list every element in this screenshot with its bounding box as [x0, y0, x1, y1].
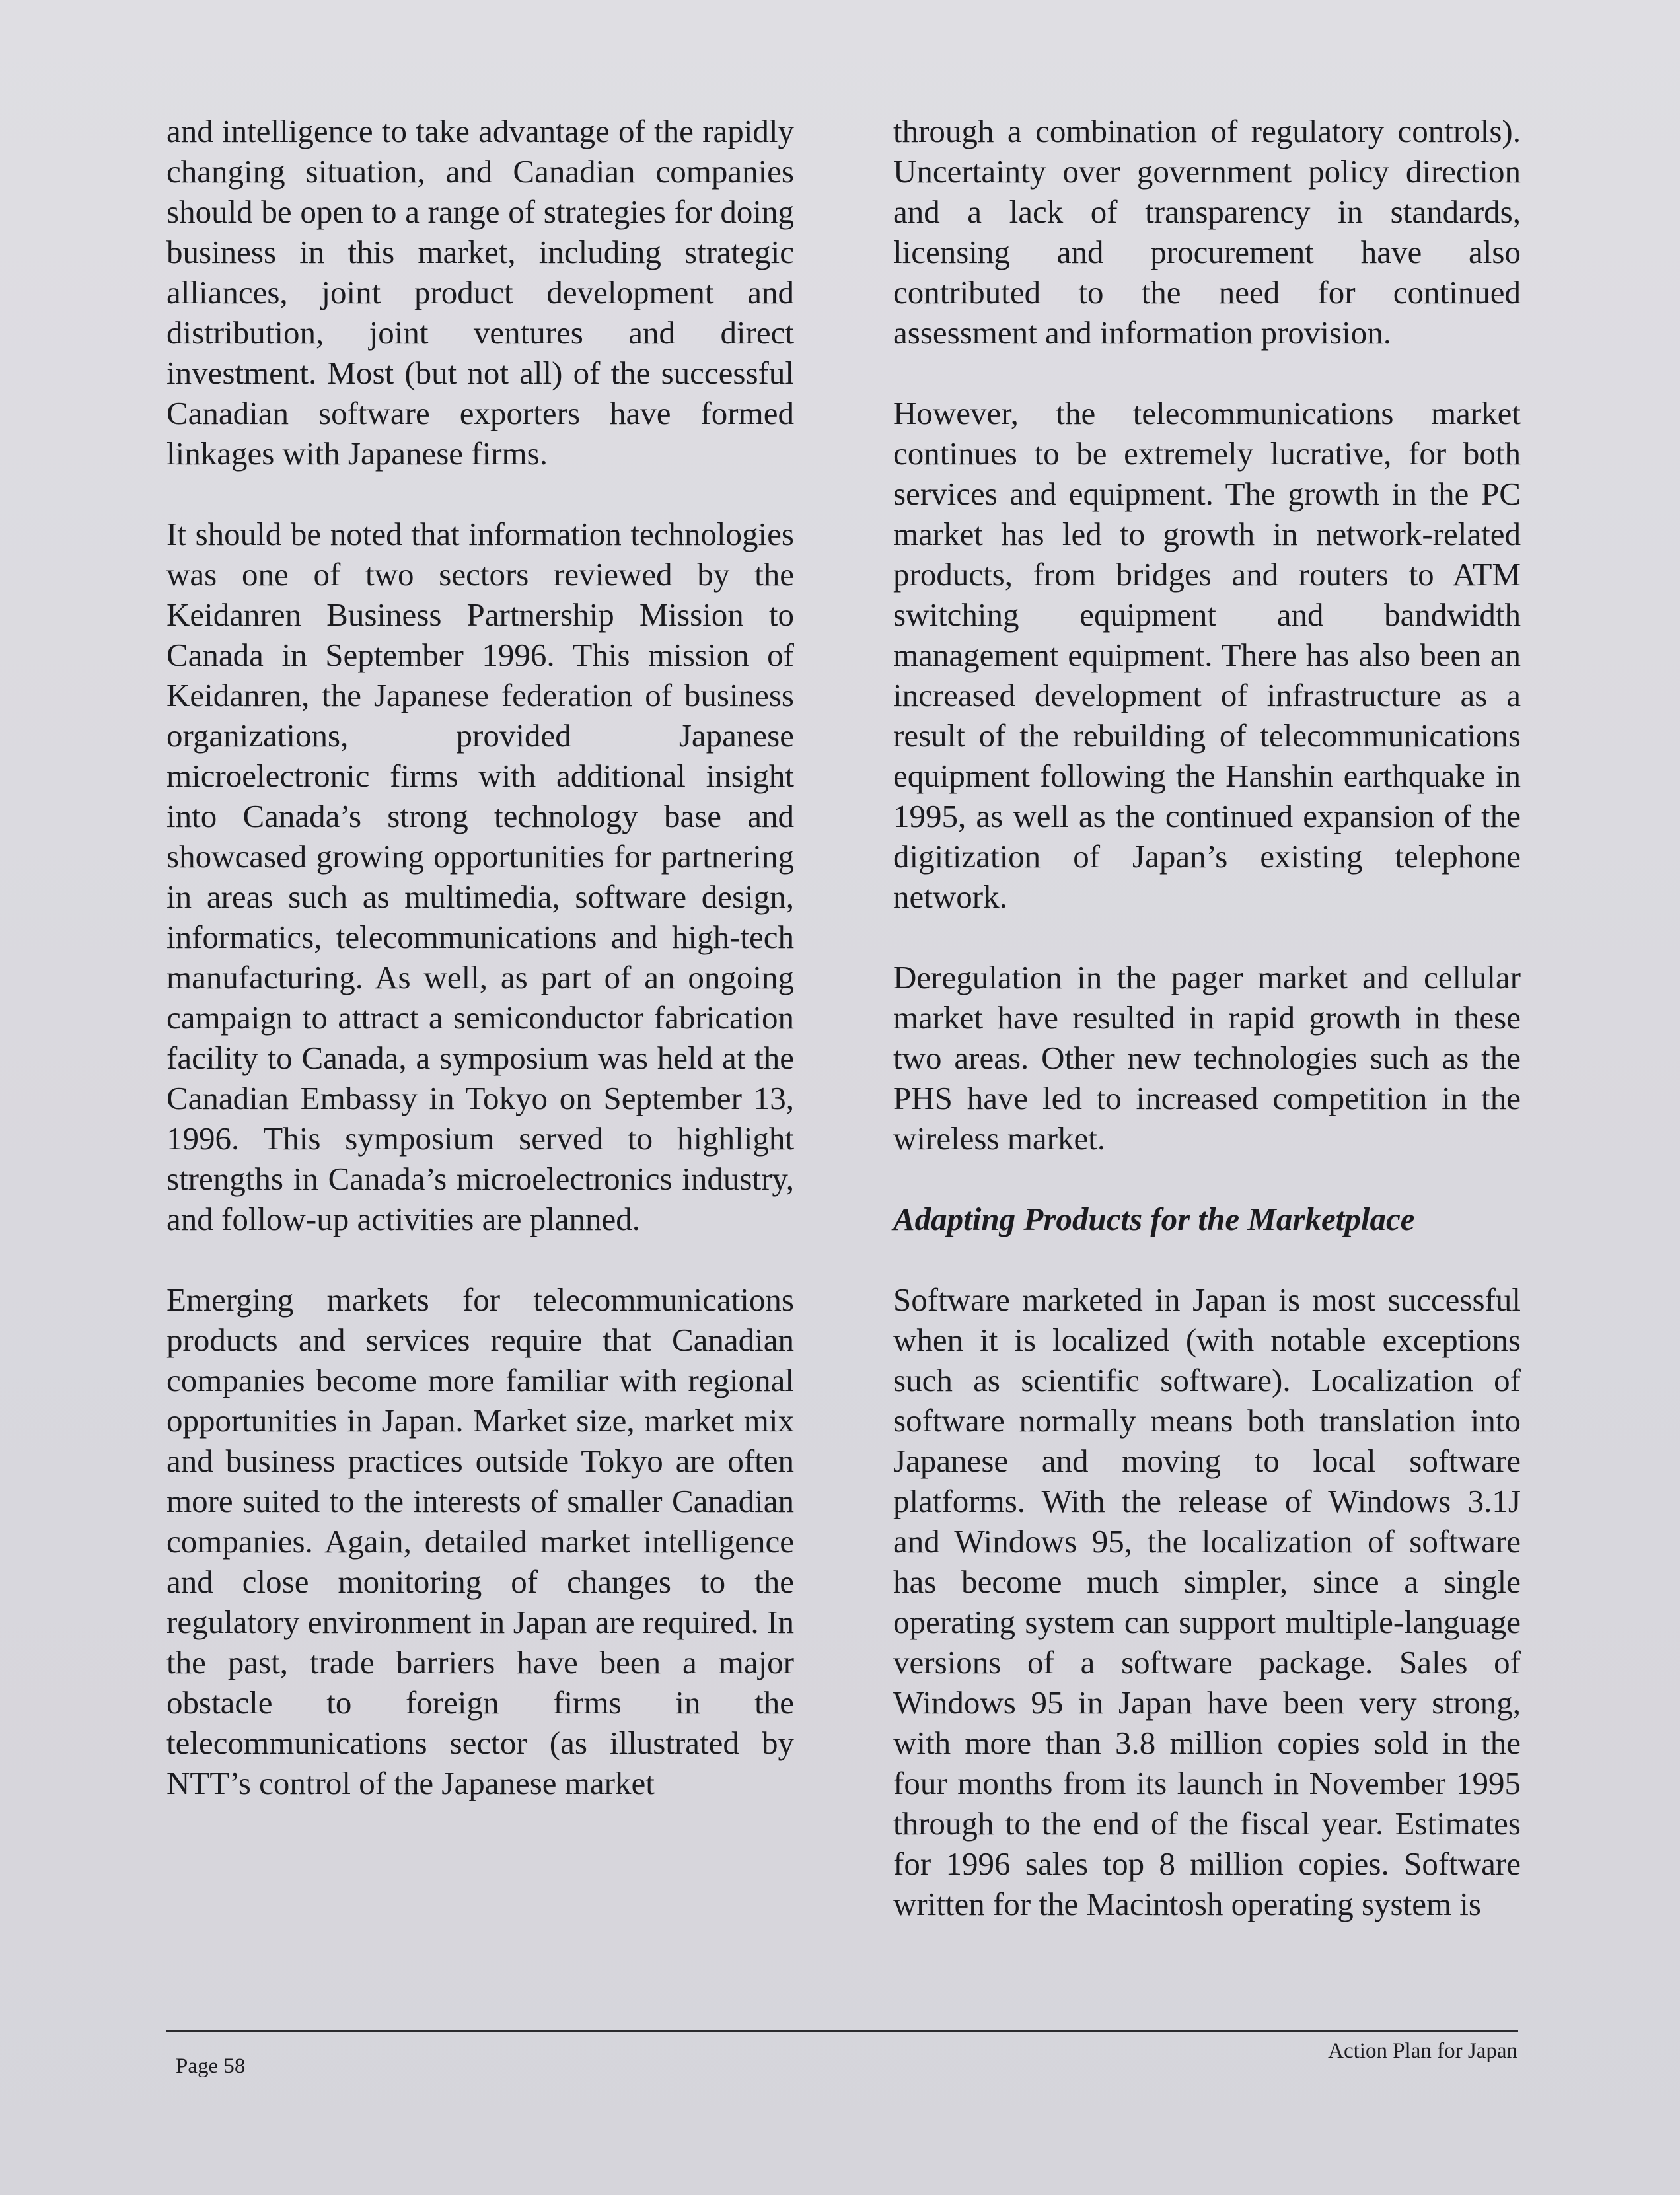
body-paragraph: through a combination of regulatory controls). Uncertainty over government policy direction and a lack of transparency in standards, licensing and procurement have also contributed to the need for continued assessment and information provision. [893, 113, 1521, 351]
page-number: Page 58 [176, 2054, 246, 2078]
document-title: Action Plan for Japan [1328, 2039, 1517, 2063]
right-column [893, 111, 1521, 1964]
footer-rule [166, 2030, 1518, 2032]
section-heading: Adapting Products for the Marketplace [893, 1201, 1415, 1237]
body-paragraph: Software marketed in Japan is most successful when it is localized (with notable exceptions such as scientific software). Localization of software normally means both translation into Japanese and moving to local software platforms. With the release of Windows 3.1J and Windows 95, the localization of software has become much simpler, since a single operating system can support multiple-language versions of a software package. Sales of Windows 95 in Japan have been very strong, with more than 3.8 million copies sold in the four months from its launch in November 1995 through to the end of the fiscal year. Estimates for 1996 sales top 8 million copies. Software written for the Macintosh operating system is [893, 1281, 1521, 1922]
body-paragraph: Emerging markets for telecommunications products and services require that Canadian companies become more familiar with regional opportunities in Japan. Market size, market mix and business practices outside Tokyo are often more suited to the interests of smaller Canadian companies. Again, detailed market intelligence and close monitoring of changes to the regulatory environment in Japan are required. In the past, trade barriers have been a major obstacle to foreign firms in the telecommunications sector (as illustrated by NTT’s control of the Japanese market [166, 1281, 794, 1801]
body-paragraph: and intelligence to take advantage of the rapidly changing situation, and Canadian companies should be open to a range of strategies for doing business in this market, including strategic alliances, joint product development and distribution, joint ventures and direct investment. Most (but not all) of the successful Canadian software exporters have formed linkages with Japanese firms. [166, 113, 794, 472]
body-paragraph: Deregulation in the pager market and cellular market have resulted in rapid growth in these two areas. Other new technologies such as the PHS have led to increased competition in the wireless market. [893, 959, 1521, 1157]
body-paragraph: However, the telecommunications market continues to be extremely lucrative, for both services and equipment. The growth in the PC market has led to growth in network-related products, from bridges and routers to ATM switching equipment and bandwidth management equipment. There has also been an increased development of infrastructure as a result of the rebuilding of telecommunications equipment following the Hanshin earthquake in 1995, as well as the continued expansion of the digitization of Japan’s existing telephone network. [893, 395, 1521, 915]
left-column [166, 111, 794, 1844]
body-paragraph: It should be noted that information technologies was one of two sectors reviewed by the Keidanren Business Partnership Mission to Canada in September 1996. This mission of Keidanren, the Japanese federation of business organizations, provided Japanese microelectronic firms with additional insight into Canada’s strong technology base and showcased growing opportunities for partnering in areas such as multimedia, software design, informatics, telecommunications and high-tech manufacturing. As well, as part of an ongoing campaign to attract a semiconductor fabrication facility to Canada, a symposium was held at the Canadian Embassy in Tokyo on September 13, 1996. This symposium served to highlight strengths in Canada’s microelectronics industry, and follow-up activities are planned. [166, 516, 794, 1237]
